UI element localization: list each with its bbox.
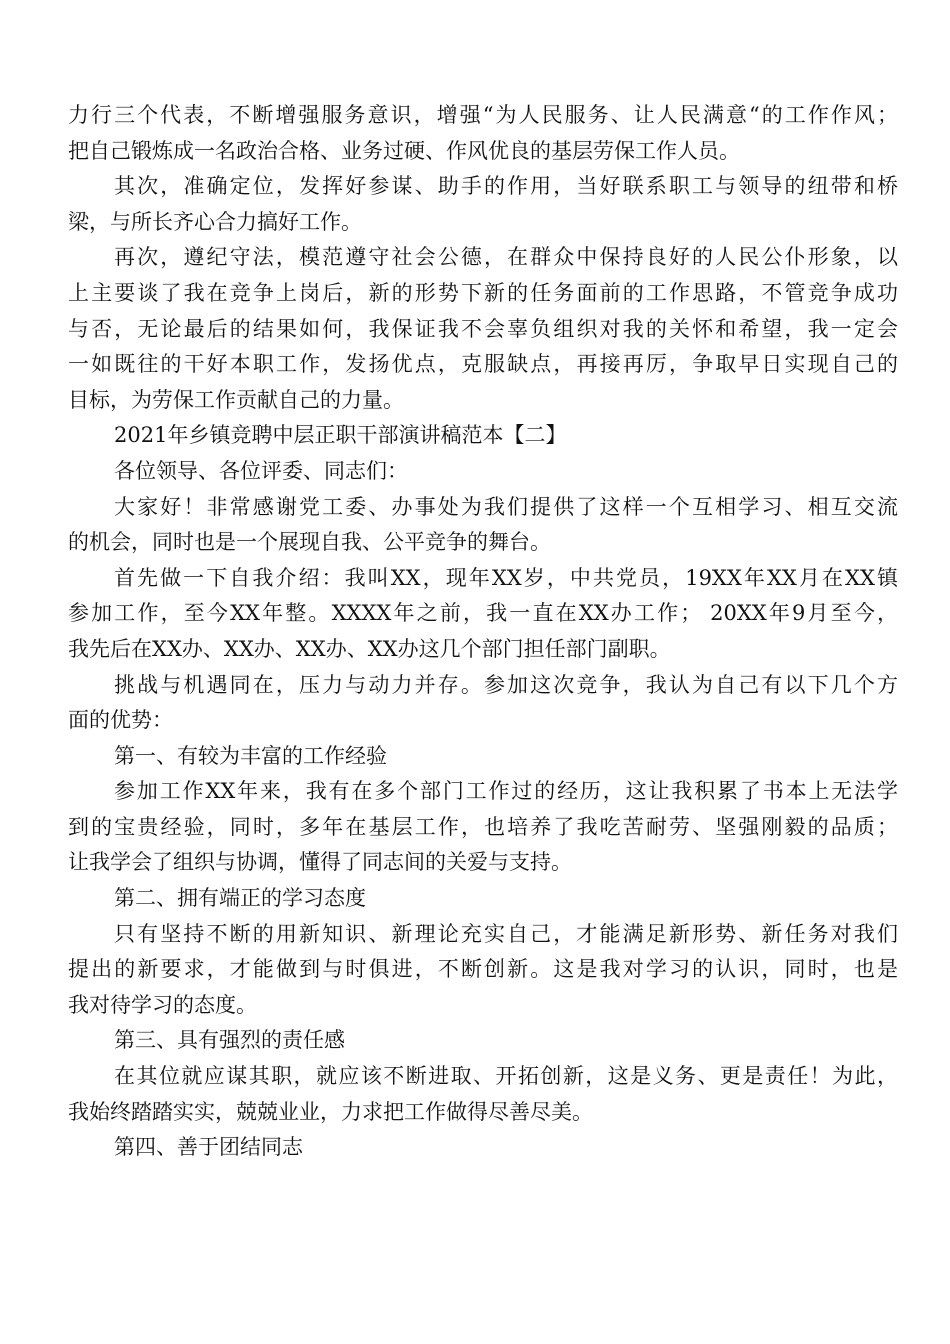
document-body bbox=[68, 98, 898, 1166]
text-line: 第一、有较为丰富的工作经验 bbox=[114, 743, 387, 768]
text-line: 首先做一下自我介绍：我叫XX，现年XX岁，中共党员，19XX年XX月在XX镇 bbox=[114, 565, 898, 590]
text-line: 到的宝贵经验，同时，多年在基层工作，也培养了我吃苦耐劳、坚强刚毅的品质； bbox=[68, 814, 898, 839]
text-line: 我始终踏踏实实，兢兢业业，力求把工作做得尽善尽美。 bbox=[68, 1099, 593, 1124]
text-line: 大家好！非常感谢党工委、办事处为我们提供了这样一个互相学习、相互交流 bbox=[114, 494, 898, 519]
text-line: 参加工作XX年来，我有在多个部门工作过的经历，这让我积累了书本上无法学 bbox=[114, 779, 898, 804]
text-line: 各位领导、各位评委、同志们： bbox=[114, 458, 408, 483]
text-line: 再次，遵纪守法，模范遵守社会公德，在群众中保持良好的人民公仆形象，以 bbox=[114, 245, 898, 270]
text-line: 力行三个代表，不断增强服务意识，增强“为人民服务、让人民满意“的工作作风； bbox=[68, 103, 898, 127]
text-line: 把自己锻炼成一名政治合格、业务过硬、作风优良的基层劳保工作人员。 bbox=[68, 138, 740, 163]
text-line: 一如既往的干好本职工作，发扬优点，克服缺点，再接再厉，争取早日实现自己的 bbox=[68, 352, 898, 377]
text-line: 与否，无论最后的结果如何，我保证我不会辜负组织对我的关怀和希望，我一定会 bbox=[68, 316, 898, 341]
text-line: 参加工作，至今XX年整。XXXX年之前，我一直在XX办工作； 20XX年9月至今， bbox=[68, 601, 898, 626]
text-line: 面的优势： bbox=[68, 708, 173, 733]
text-line: 我先后在XX办、XX办、XX办、XX办这几个部门担任部门副职。 bbox=[68, 636, 671, 661]
text-line: 第三、具有强烈的责任感 bbox=[114, 1028, 345, 1053]
text-line: 我对待学习的态度。 bbox=[68, 992, 257, 1017]
text-line: 的机会，同时也是一个展现自我、公平竞争的舞台。 bbox=[68, 530, 551, 555]
text-line: 让我学会了组织与协调，懂得了同志间的关爱与支持。 bbox=[68, 850, 572, 875]
text-line: 2021年乡镇竞聘中层正职干部演讲稿范本【二】 bbox=[114, 423, 567, 448]
text-line: 只有坚持不断的用新知识、新理论充实自己，才能满足新形势、新任务对我们 bbox=[114, 921, 898, 946]
text-line: 第四、善于团结同志 bbox=[114, 1135, 303, 1160]
text-line: 目标，为劳保工作贡献自己的力量。 bbox=[68, 387, 404, 412]
text-line: 其次，准确定位，发挥好参谋、助手的作用，当好联系职工与领导的纽带和桥 bbox=[114, 174, 898, 199]
text-line: 梁，与所长齐心合力搞好工作。 bbox=[68, 209, 362, 234]
text-line: 上主要谈了我在竞争上岗后，新的形势下新的任务面前的工作思路，不管竞争成功 bbox=[68, 280, 898, 305]
text-line: 在其位就应谋其职，就应该不断进取、开拓创新，这是义务、更是责任！为此， bbox=[114, 1064, 898, 1089]
text-line: 提出的新要求，才能做到与时俱进，不断创新。这是我对学习的认识，同时，也是 bbox=[68, 957, 898, 982]
text-line: 第二、拥有端正的学习态度 bbox=[114, 886, 366, 911]
text-line: 挑战与机遇同在，压力与动力并存。参加这次竞争，我认为自己有以下几个方 bbox=[114, 672, 898, 697]
